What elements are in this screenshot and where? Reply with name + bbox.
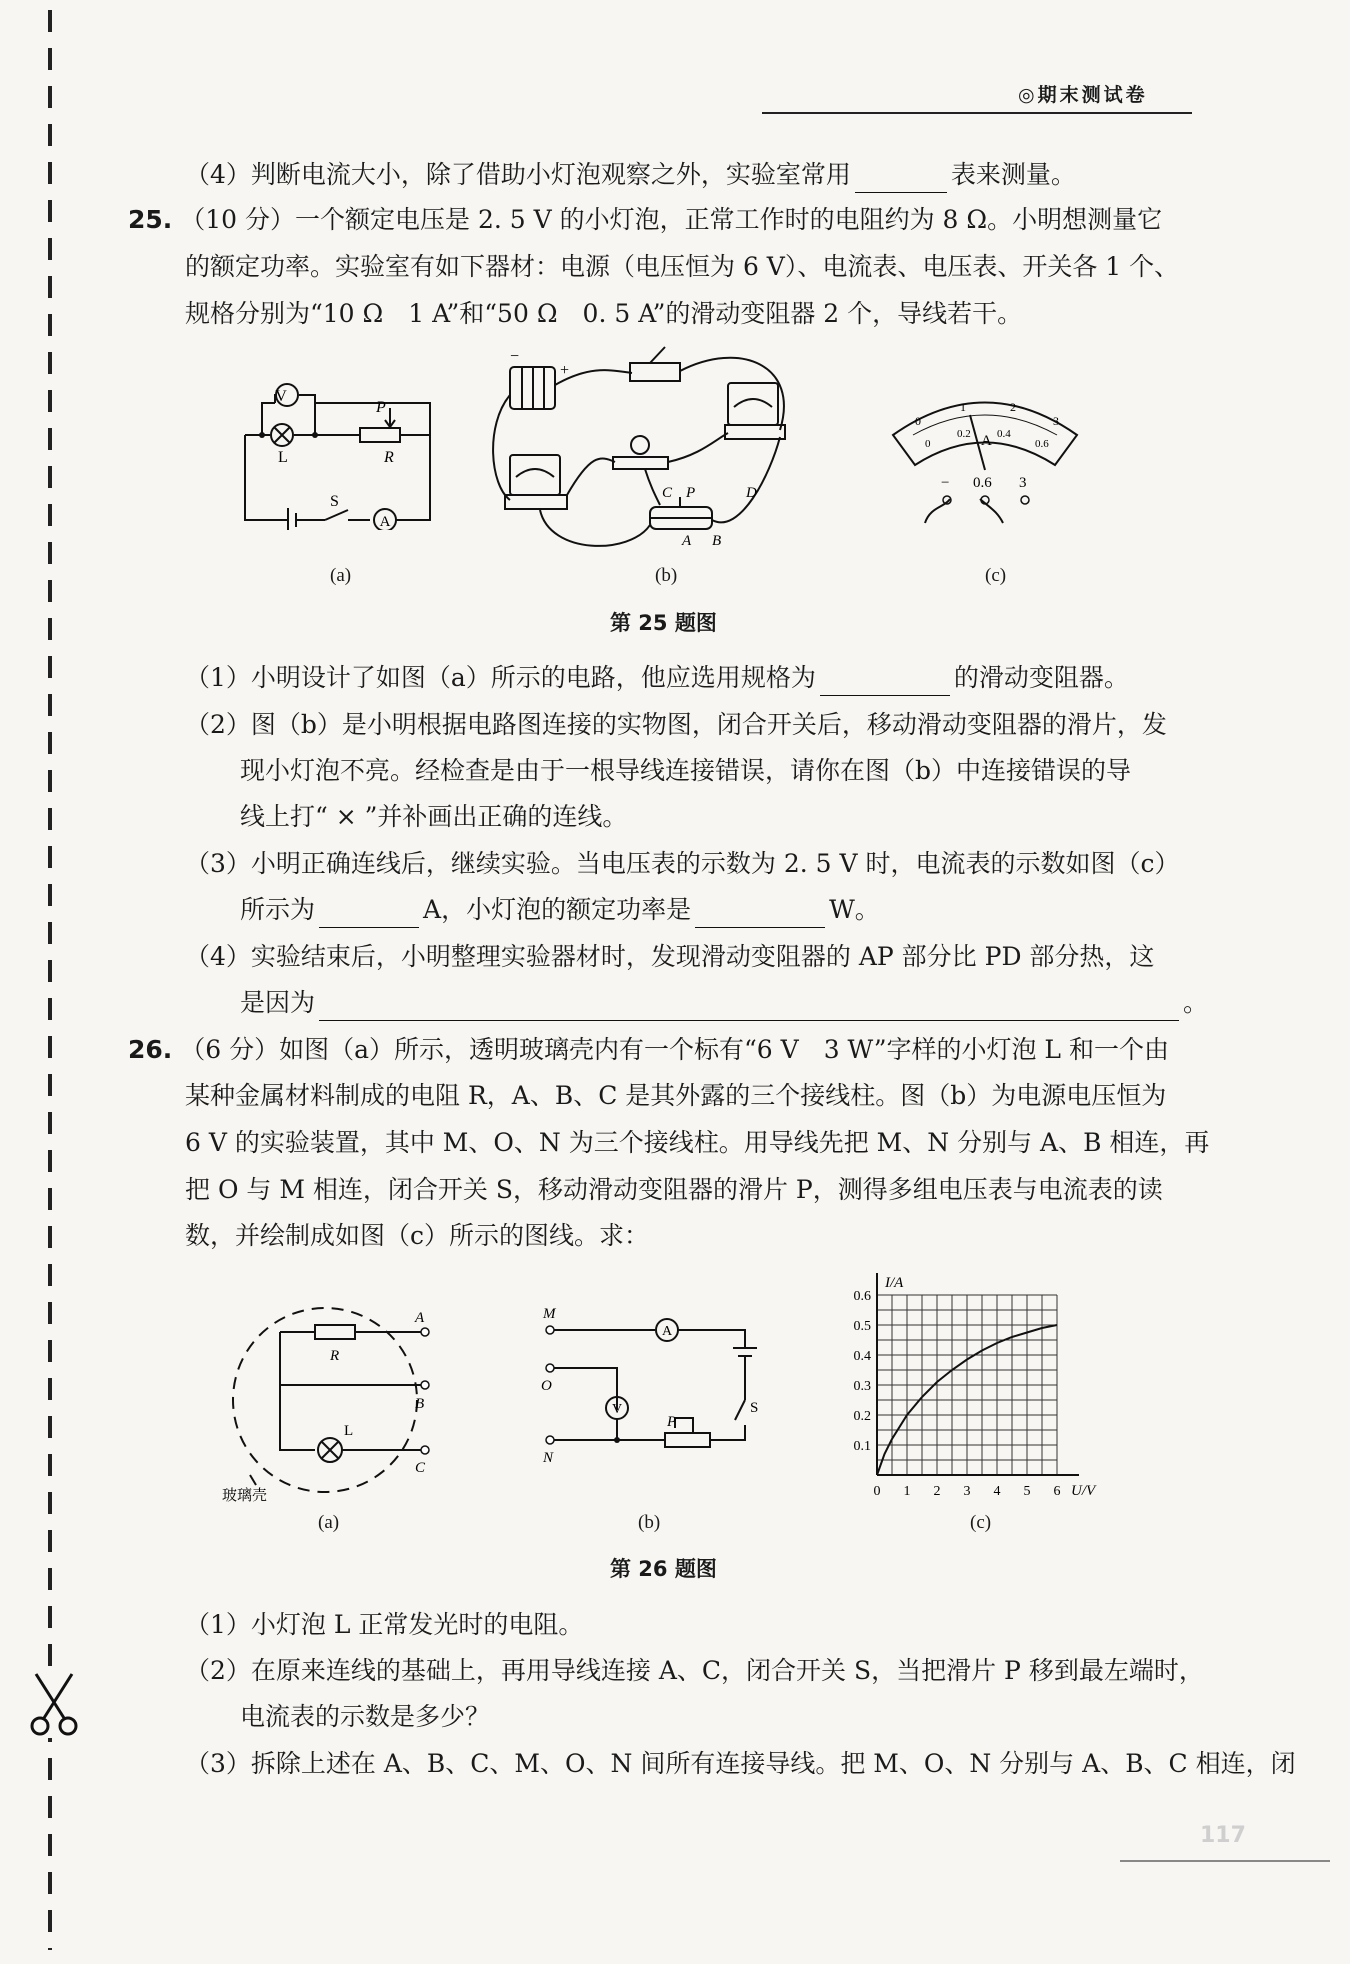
fig26b-apparatus: [535, 1300, 775, 1470]
q26-stem-line3: 6 V 的实验装置，其中 M、O、N 为三个接线柱。用导线先把 M、N 分别与 A、B 相连，再: [185, 1128, 1210, 1157]
svg-text:1: 1: [960, 400, 966, 414]
q26-item2-line2: 电流表的示数是多少？: [240, 1702, 491, 1731]
svg-text:N: N: [543, 1450, 554, 1466]
fig25a-circuit: [230, 370, 440, 530]
svg-text:V: V: [611, 1402, 623, 1417]
x-tick-label: 6: [1053, 1484, 1061, 1499]
page-header: ◎期末测试卷: [1018, 84, 1148, 106]
rheostat-label: R: [384, 449, 394, 466]
cut-line: [48, 10, 52, 1950]
y-tick-label: 0.4: [853, 1349, 871, 1364]
y-tick-label: 0.3: [853, 1379, 871, 1394]
fig25-title: 第 25 题图: [610, 611, 717, 635]
answer-blank[interactable]: [695, 901, 825, 928]
q26-item1: （1）小灯泡 L 正常发光时的电阻。: [185, 1610, 584, 1639]
fig26a-glass-shell: [220, 1300, 450, 1510]
svg-text:0: 0: [915, 414, 921, 428]
svg-text:A: A: [661, 1324, 673, 1339]
svg-text:0.4: 0.4: [997, 428, 1011, 440]
svg-text:A: A: [415, 1310, 425, 1326]
y-tick-label: 0.2: [853, 1409, 871, 1424]
fig26a-caption: (a): [318, 1512, 340, 1533]
slider-label: P: [376, 399, 386, 416]
y-tick-label: 0.5: [853, 1319, 871, 1334]
q25-item2-line3: 线上打“ × ”并补画出正确的连线。: [240, 802, 628, 831]
fig25b-caption: (b): [655, 565, 678, 586]
scissors-icon: [24, 1668, 84, 1738]
svg-text:S: S: [750, 1400, 759, 1416]
svg-text:O: O: [541, 1378, 552, 1394]
fig26c-iu-chart: [835, 1260, 1115, 1510]
svg-text:2: 2: [1010, 400, 1016, 414]
header-rule: [762, 112, 1192, 114]
lamp-label: L: [278, 449, 288, 466]
q26-stem-line5: 数，并绘制成如图（c）所示的图线。求：: [185, 1221, 650, 1250]
glass-shell-label: 玻璃壳: [222, 1488, 268, 1504]
y-tick-label: 0.6: [853, 1289, 871, 1304]
terminal-d-label: D: [746, 485, 757, 501]
question-number: 26.: [128, 1035, 173, 1064]
battery-plus-label: +: [560, 362, 570, 379]
terminal-c-label: C: [662, 485, 673, 501]
q25-item4-line2: 是因为 。: [240, 985, 1208, 1021]
x-tick-label: 0: [873, 1484, 881, 1499]
q25-stem-line2: 的额定功率。实验室有如下器材：电源（电压恒为 6 V）、电流表、电压表、开关各 1 个、: [185, 252, 1180, 281]
answer-blank[interactable]: [319, 901, 419, 928]
fig25c-ammeter-dial: [885, 395, 1085, 525]
fig25a-caption: (a): [330, 565, 352, 586]
question-number: 25.: [128, 205, 173, 234]
q25-item4-line1: （4）实验结束后，小明整理实验器材时，发现滑动变阻器的 AP 部分比 PD 部分热，这: [185, 942, 1155, 971]
page-number: 117: [1200, 1823, 1246, 1848]
q26-item2-line1: （2）在原来连线的基础上，再用导线连接 A、C，闭合开关 S，当把滑片 P 移到最左端时，: [185, 1656, 1204, 1685]
ammeter-unit: A: [981, 433, 992, 449]
terminal-a-label: A: [682, 533, 692, 549]
svg-text:0.6: 0.6: [1035, 438, 1049, 450]
fig26b-caption: (b): [638, 1512, 661, 1533]
answer-blank[interactable]: [820, 669, 950, 696]
fig26-title: 第 26 题图: [610, 1557, 717, 1581]
svg-text:3: 3: [1019, 475, 1027, 491]
svg-text:R: R: [330, 1348, 340, 1364]
switch-label: S: [330, 493, 339, 510]
answer-blank[interactable]: [319, 994, 1179, 1021]
terminal-p-label: P: [686, 485, 696, 501]
svg-text:0.2: 0.2: [957, 428, 971, 440]
page-corner-rule: [1120, 1860, 1330, 1862]
y-tick-label: 0.1: [853, 1439, 871, 1454]
x-tick-label: 2: [933, 1484, 941, 1499]
q25-item3-line1: （3）小明正确连线后，继续实验。当电压表的示数为 2. 5 V 时，电流表的示数如图（c）: [185, 849, 1180, 878]
q26-stem-line1: 26. （6 分）如图（a）所示，透明玻璃壳内有一个标有“6 V 3 W”字样的小灯泡 L 和一个由: [128, 1035, 1169, 1064]
svg-text:3: 3: [1053, 414, 1059, 428]
svg-text:B: B: [415, 1396, 425, 1412]
q26-stem-line4: 把 O 与 M 相连，闭合开关 S，移动滑动变阻器的滑片 P，测得多组电压表与电流表的读: [185, 1175, 1163, 1204]
svg-text:−: −: [941, 475, 950, 491]
svg-text:0: 0: [925, 438, 931, 450]
svg-text:M: M: [543, 1306, 556, 1322]
q26-stem-line2: 某种金属材料制成的电阻 R，A、B、C 是其外露的三个接线柱。图（b）为电源电压恒为: [185, 1081, 1167, 1110]
fig25b-wiring: [480, 345, 850, 560]
terminal-b-label: B: [712, 533, 722, 549]
answer-blank[interactable]: [855, 166, 947, 193]
q25-stem-line3: 规格分别为“10 Ω 1 A”和“50 Ω 0. 5 A”的滑动变阻器 2 个，导线若干。: [185, 299, 1023, 328]
svg-text:L: L: [344, 1423, 354, 1439]
svg-text:0.6: 0.6: [973, 475, 992, 491]
y-axis-label: I/A: [885, 1275, 904, 1291]
q25-item2-line1: （2）图（b）是小明根据电路图连接的实物图，闭合开关后，移动滑动变阻器的滑片，发: [185, 710, 1167, 739]
q25-item3-line2: 所示为 A，小灯泡的额定功率是 W。: [240, 892, 880, 928]
svg-text:P: P: [667, 1414, 677, 1430]
q25-item1: （1）小明设计了如图（a）所示的电路，他应选用规格为 的滑动变阻器。: [185, 660, 1129, 696]
q25-item2-line2: 现小灯泡不亮。经检查是由于一根导线连接错误，请你在图（b）中连接错误的导: [240, 756, 1132, 785]
x-tick-label: 3: [963, 1484, 971, 1499]
x-tick-label: 4: [993, 1484, 1001, 1499]
voltmeter-label: V: [275, 388, 287, 405]
ammeter-label: A: [379, 514, 391, 530]
q25-stem-line1: 25. （10 分）一个额定电压是 2. 5 V 的小灯泡，正常工作时的电阻约为 8 Ω。小明想测量它: [128, 205, 1163, 234]
battery-minus-label: −: [510, 348, 520, 365]
fig25c-caption: (c): [985, 565, 1007, 586]
q26-item3-line1: （3）拆除上述在 A、B、C、M、O、N 间所有连接导线。把 M、O、N 分别与 A、B、C 相连，闭: [185, 1749, 1296, 1778]
fig26c-caption: (c): [970, 1512, 992, 1533]
x-tick-label: 1: [903, 1484, 911, 1499]
svg-text:C: C: [415, 1460, 426, 1476]
q24-item4: （4）判断电流大小，除了借助小灯泡观察之外，实验室常用 表来测量。: [185, 157, 1076, 193]
x-axis-label: U/V: [1071, 1483, 1096, 1499]
x-tick-label: 5: [1023, 1484, 1031, 1499]
